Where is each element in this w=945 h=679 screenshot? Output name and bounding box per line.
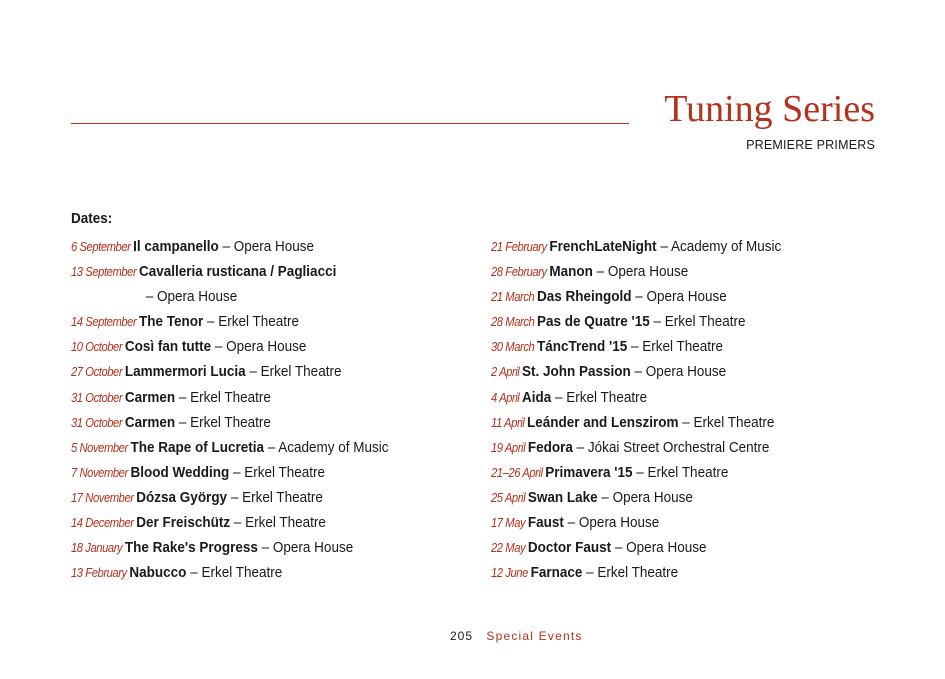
entry-venue: – Opera House — [592, 263, 689, 281]
schedule-entry — [491, 334, 781, 359]
schedule-entry — [491, 485, 781, 510]
entry-venue: – Jókai Street Orchestral Centre — [572, 438, 770, 456]
entry-date: 22 May — [491, 541, 526, 556]
schedule-entry — [71, 234, 389, 259]
entry-date: 31 October — [71, 415, 123, 430]
entry-title: Lammermori Lucia — [124, 363, 246, 381]
schedule-entry — [71, 460, 389, 485]
entry-title: Carmen — [124, 413, 176, 431]
schedule-entry — [71, 259, 389, 284]
entry-title: Nabucco — [129, 564, 187, 582]
entry-venue: – Erkel Theatre — [627, 338, 724, 356]
schedule-entry — [71, 359, 389, 384]
entry-date: 30 March — [491, 340, 535, 355]
entry-venue: – Erkel Theatre — [551, 388, 648, 406]
entry-title: Doctor Faust — [527, 539, 612, 557]
entry-venue: – Opera House — [218, 238, 315, 255]
page-footer — [450, 628, 583, 644]
entry-title: TáncTrend '15 — [536, 338, 628, 356]
entry-date: 28 March — [491, 315, 535, 330]
schedule-entry — [491, 259, 781, 284]
entry-date: 19 April — [491, 440, 526, 455]
schedule-entry — [491, 234, 781, 259]
entry-title: Swan Lake — [527, 488, 598, 506]
entry-title: Il campanello — [133, 238, 219, 255]
entry-venue: – Opera House — [257, 539, 354, 557]
entry-venue: – Erkel Theatre — [203, 313, 300, 331]
page-title: Tuning Series — [664, 88, 875, 130]
entry-date: 28 February — [491, 265, 547, 280]
entry-title: Pas de Quatre '15 — [536, 313, 650, 331]
entry-date: 10 October — [71, 340, 123, 355]
entry-title: Manon — [549, 263, 593, 281]
entry-venue: – Academy of Music — [656, 238, 782, 255]
schedule-entry — [491, 535, 781, 560]
entry-date: 4 April — [491, 390, 520, 405]
schedule-entry — [71, 309, 389, 334]
entry-title: Fedora — [527, 438, 573, 456]
entry-date: 27 October — [71, 365, 123, 380]
schedule-right-column — [491, 234, 814, 585]
schedule-entry — [491, 560, 781, 585]
entry-date: 25 April — [491, 490, 526, 505]
schedule-entry — [71, 334, 389, 359]
entry-date: 17 May — [491, 516, 526, 531]
schedule-entry — [491, 410, 781, 435]
entry-date: 5 November — [71, 440, 128, 455]
entry-title: Carmen — [124, 388, 176, 406]
entry-venue: – Opera House — [563, 514, 660, 532]
dates-label: Dates: — [71, 210, 113, 227]
schedule-entry — [71, 535, 389, 560]
entry-venue: – Opera House — [597, 488, 693, 506]
entry-date: 31 October — [71, 390, 123, 405]
entry-date: 21–26 April — [491, 465, 543, 480]
entry-date: 13 February — [71, 566, 127, 581]
schedule-entry — [491, 460, 781, 485]
schedule-entry — [71, 435, 389, 460]
schedule-entry — [491, 435, 781, 460]
schedule-left-column — [71, 234, 424, 585]
entry-venue: – Opera House — [611, 539, 707, 557]
schedule-entry — [491, 284, 781, 309]
entry-title: Farnace — [530, 564, 583, 582]
entry-title: St. John Passion — [522, 363, 631, 381]
entry-date: 14 December — [71, 516, 134, 531]
entry-venue: – Erkel Theatre — [582, 564, 679, 582]
entry-venue: – Opera House — [631, 288, 727, 306]
entry-date: 14 September — [71, 315, 137, 330]
entry-venue: – Erkel Theatre — [245, 363, 342, 381]
entry-venue: – Erkel Theatre — [678, 413, 775, 431]
entry-date: 6 September — [71, 240, 131, 254]
entry-date: 13 September — [71, 265, 137, 280]
entry-title: FrenchLateNight — [549, 238, 657, 255]
entry-venue: – Erkel Theatre — [227, 488, 323, 506]
entry-venue: – Erkel Theatre — [632, 463, 729, 481]
header-rule — [71, 123, 629, 124]
page-subtitle: PREMIERE PRIMERS — [746, 138, 875, 152]
schedule-entry — [71, 485, 389, 510]
entry-venue: – Erkel Theatre — [230, 514, 326, 532]
entry-title: Dózsa György — [136, 488, 228, 506]
entry-venue: – Opera House — [145, 288, 238, 306]
entry-date: 21 February — [491, 240, 547, 254]
entry-venue: – Opera House — [211, 338, 307, 356]
schedule-entry — [71, 510, 389, 535]
schedule-entry — [71, 410, 389, 435]
entry-venue: – Erkel Theatre — [175, 388, 271, 406]
entry-title: Blood Wedding — [130, 463, 230, 481]
schedule-entry — [491, 359, 781, 384]
entry-date: 21 March — [491, 290, 535, 305]
entry-date: 18 January — [71, 541, 123, 556]
entry-date: 12 June — [491, 566, 528, 581]
page-number: 205 — [450, 629, 474, 643]
entry-title: Leánder and Lenszirom — [527, 413, 679, 431]
schedule-entry — [491, 309, 781, 334]
entry-title: Das Rheingold — [536, 288, 632, 306]
entry-venue: – Erkel Theatre — [175, 413, 271, 431]
entry-date: 17 November — [71, 490, 134, 505]
entry-title: Faust — [527, 514, 564, 532]
schedule-entry — [71, 560, 389, 585]
schedule-entry — [491, 510, 781, 535]
section-name: Special Events — [486, 629, 583, 643]
entry-title: The Rake's Progress — [124, 539, 258, 557]
schedule-entry — [71, 284, 389, 309]
entry-title: Così fan tutte — [124, 338, 212, 356]
entry-date: 11 April — [491, 415, 525, 430]
entry-venue: – Erkel Theatre — [649, 313, 746, 331]
entry-title: The Rape of Lucretia — [130, 438, 265, 456]
entry-date: 2 April — [491, 365, 520, 380]
entry-venue: – Opera House — [630, 363, 727, 381]
entry-title: Cavalleria rusticana / Pagliacci — [138, 263, 337, 281]
entry-title: The Tenor — [138, 313, 204, 331]
entry-title: Primavera '15 — [545, 463, 633, 481]
entry-date: 7 November — [71, 465, 128, 480]
entry-title: Aida — [522, 388, 552, 406]
entry-venue: – Erkel Theatre — [229, 463, 326, 481]
schedule-entry — [71, 385, 389, 410]
entry-venue: – Erkel Theatre — [186, 564, 283, 582]
entry-title: Der Freischütz — [136, 514, 231, 532]
schedule-entry — [491, 385, 781, 410]
entry-venue: – Academy of Music — [264, 438, 389, 456]
